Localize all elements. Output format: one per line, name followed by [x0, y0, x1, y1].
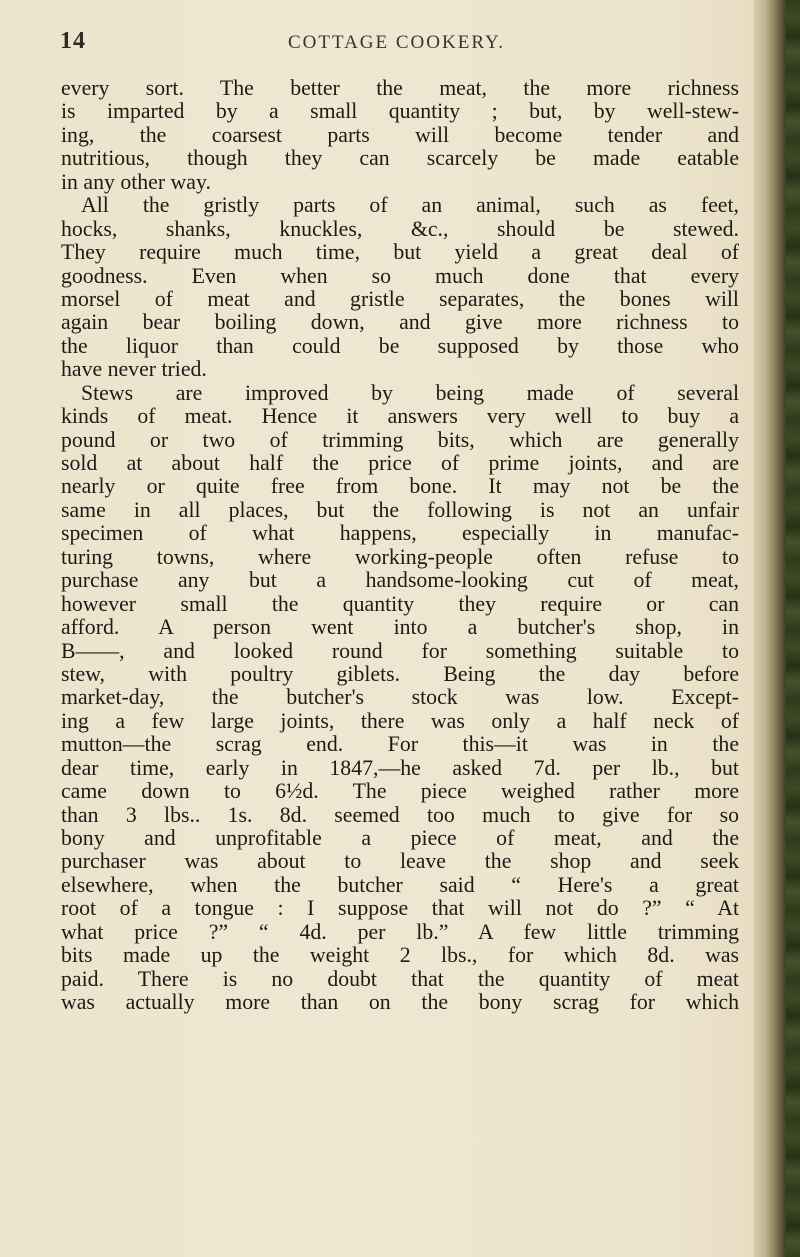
text-line: ing a few large joints, there was only a half neck of — [61, 708, 739, 733]
text-line: morsel of meat and gristle separates, the bones will — [61, 286, 739, 311]
body-text — [61, 77, 739, 1015]
running-head-title: COTTAGE COOKERY. — [288, 32, 505, 53]
text-line: nutritious, though they can scarcely be made eatable — [61, 146, 739, 171]
page-number: 14 — [60, 28, 86, 54]
text-line: sold at about half the price of prime joints, and are — [61, 451, 739, 475]
text-line: however small the quantity they require or can — [61, 591, 739, 616]
text-line: bits made up the weight 2 lbs., for which 8d. was — [61, 943, 739, 968]
text-line: afford. A person went into a butcher's shop, in — [61, 615, 739, 640]
text-line: every sort. The better the meat, the more richness — [61, 76, 739, 100]
text-line: purchase any but a handsome-looking cut of meat, — [61, 568, 739, 593]
text-line: stew, with poultry giblets. Being the day before — [61, 661, 739, 686]
text-line: in any other way. — [61, 169, 211, 194]
text-line: turing towns, where working-people often refuse to — [61, 544, 739, 569]
text-line: bony and unprofitable a piece of meat, and the — [61, 826, 739, 850]
text-line: B——, and looked round for something suitable to — [61, 638, 739, 663]
text-line: goodness. Even when so much done that every — [61, 263, 739, 288]
text-line: nearly or quite free from bone. It may not be the — [61, 474, 739, 499]
running-head — [60, 28, 740, 58]
text-line: pound or two of trimming bits, which are generally — [61, 427, 739, 452]
text-line: purchaser was about to leave the shop and seek — [61, 849, 739, 874]
text-line: the liquor than could be supposed by those who — [61, 333, 739, 358]
text-line: same in all places, but the following is not an unfair — [61, 497, 739, 522]
text-line: kinds of meat. Hence it answers very well to buy a — [61, 404, 739, 429]
text-line: than 3 lbs.. 1s. 8d. seemed too much to give for so — [61, 802, 739, 827]
text-line: mutton—the scrag end. For this—it was in the — [61, 732, 739, 757]
text-line: what price ?” “ 4d. per lb.” A few little trimming — [61, 919, 739, 944]
text-line: They require much time, but yield a great deal of — [61, 240, 739, 265]
text-line: was actually more than on the bony scrag for which — [61, 990, 739, 1015]
text-line: paid. There is no doubt that the quantity of meat — [61, 966, 739, 991]
text-line: came down to 6½d. The piece weighed rather more — [61, 779, 739, 804]
text-line: specimen of what happens, especially in manufac- — [61, 521, 739, 546]
text-line: market-day, the butcher's stock was low. Except- — [61, 685, 739, 710]
text-line: have never tried. — [61, 357, 207, 382]
text-line: Stews are improved by being made of several — [81, 380, 739, 405]
text-line: is imparted by a small quantity ; but, by well-stew- — [61, 99, 739, 124]
text-line: hocks, shanks, knuckles, &c., should be stewed. — [61, 216, 739, 241]
text-line: root of a tongue : I suppose that will not do ?” “ At — [61, 896, 739, 921]
text-line: again bear boiling down, and give more richness to — [61, 310, 739, 335]
text-line: elsewhere, when the butcher said “ Here's a great — [61, 872, 739, 897]
text-line: ing, the coarsest parts will become tender and — [61, 122, 739, 147]
text-line: All the gristly parts of an animal, such as feet, — [81, 193, 739, 218]
book-binding-edge — [786, 0, 800, 1257]
text-line: dear time, early in 1847,—he asked 7d. per lb., but — [61, 755, 739, 780]
